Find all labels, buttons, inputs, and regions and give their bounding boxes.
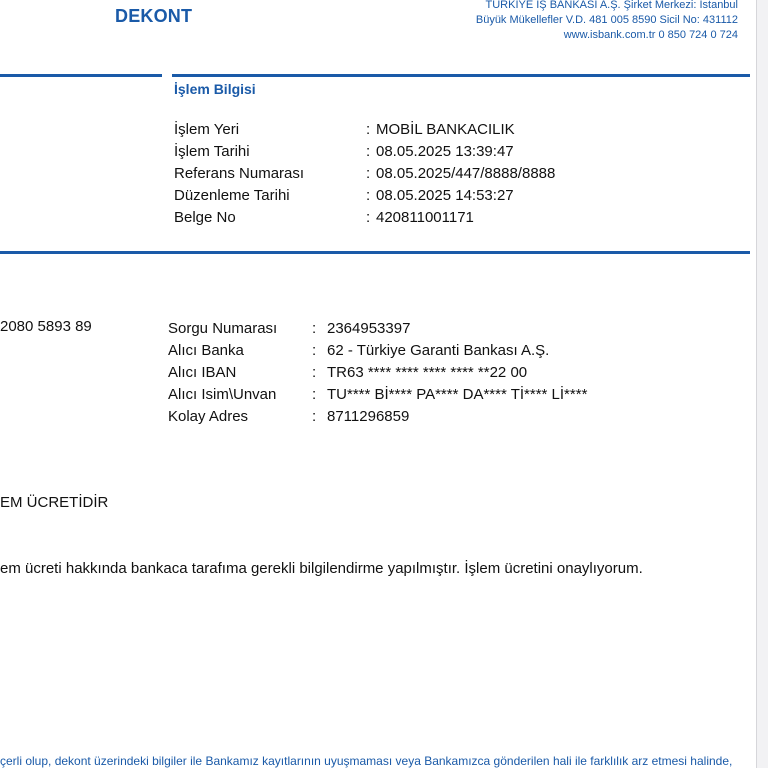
- info-label: Belge No: [174, 209, 236, 226]
- recipient-row: [168, 384, 628, 406]
- info-row: [174, 119, 574, 141]
- info-row: [174, 141, 574, 163]
- info-colon: :: [366, 187, 371, 204]
- recipient-row: [168, 340, 628, 362]
- recipient-value: 8711296859: [327, 408, 410, 425]
- recipient-colon: :: [312, 320, 317, 337]
- fee-consent-text: em ücreti hakkında bankaca tarafıma gerekli bilgilendirme yapılmıştır. İşlem ücretini onaylıyorum.: [0, 560, 643, 577]
- footer-disclaimer: çerli olup, dekont üzerindeki bilgiler ile Bankamız kayıtlarının uyuşmaması veya Bankamızca gönderilen hali ile farklılık arz etmesi halinde,: [0, 754, 733, 768]
- transaction-info-heading: İşlem Bilgisi: [174, 81, 256, 97]
- recipient-label: Alıcı Isim\Unvan: [168, 386, 277, 403]
- divider-left-top: [0, 74, 162, 77]
- viewer-edge: [756, 0, 768, 768]
- info-colon: :: [366, 121, 371, 138]
- info-value: 420811001171: [376, 209, 474, 226]
- recipient-label: Alıcı Banka: [168, 342, 244, 359]
- recipient-label: Kolay Adres: [168, 408, 249, 425]
- info-colon: :: [366, 209, 371, 226]
- recipient-colon: :: [312, 408, 317, 425]
- info-label: İşlem Yeri: [174, 121, 240, 138]
- account-number-fragment: 2080 5893 89: [0, 318, 92, 335]
- recipient-colon: :: [312, 386, 317, 403]
- info-label: Referans Numarası: [174, 165, 305, 182]
- recipient-value: 2364953397: [327, 320, 411, 337]
- info-colon: :: [366, 165, 371, 182]
- recipient-value: 62 - Türkiye Garanti Bankası A.Ş.: [327, 342, 550, 359]
- info-value: 08.05.2025/447/8888/8888: [376, 165, 556, 182]
- recipient-colon: :: [312, 342, 317, 359]
- recipient-row: [168, 362, 628, 384]
- info-row: [174, 163, 574, 185]
- info-label: Düzenleme Tarihi: [174, 187, 290, 204]
- divider-full: [0, 251, 750, 254]
- bank-info: [476, 0, 738, 43]
- bank-info-line-1: TÜRKİYE İŞ BANKASI A.Ş. Şirket Merkezi: İstanbul: [485, 0, 738, 11]
- document-title: DEKONT: [115, 6, 193, 26]
- info-colon: :: [366, 143, 371, 160]
- info-label: İşlem Tarihi: [174, 143, 250, 160]
- info-row: [174, 185, 574, 207]
- recipient-label: Sorgu Numarası: [168, 320, 278, 337]
- info-value: 08.05.2025 13:39:47: [376, 143, 514, 160]
- recipient-value: TU**** Bİ**** PA**** DA**** Tİ**** Lİ****: [327, 386, 588, 403]
- recipient-row: [168, 318, 628, 340]
- info-value: MOBİL BANKACILIK: [376, 121, 515, 138]
- bank-info-line-2: Büyük Mükellefler V.D. 481 005 8590 Sicil No: 431112: [475, 14, 738, 26]
- divider-right-top: [172, 74, 750, 77]
- recipient-row: [168, 406, 628, 428]
- recipient-colon: :: [312, 364, 317, 381]
- info-value: 08.05.2025 14:53:27: [376, 187, 514, 204]
- fee-title: EM ÜCRETİDİR: [0, 494, 109, 511]
- info-row: [174, 207, 574, 229]
- recipient-value: TR63 **** **** **** **** **22 00: [327, 364, 528, 381]
- bank-info-line-3: www.isbank.com.tr 0 850 724 0 724: [563, 29, 738, 41]
- recipient-label: Alıcı IBAN: [168, 364, 237, 381]
